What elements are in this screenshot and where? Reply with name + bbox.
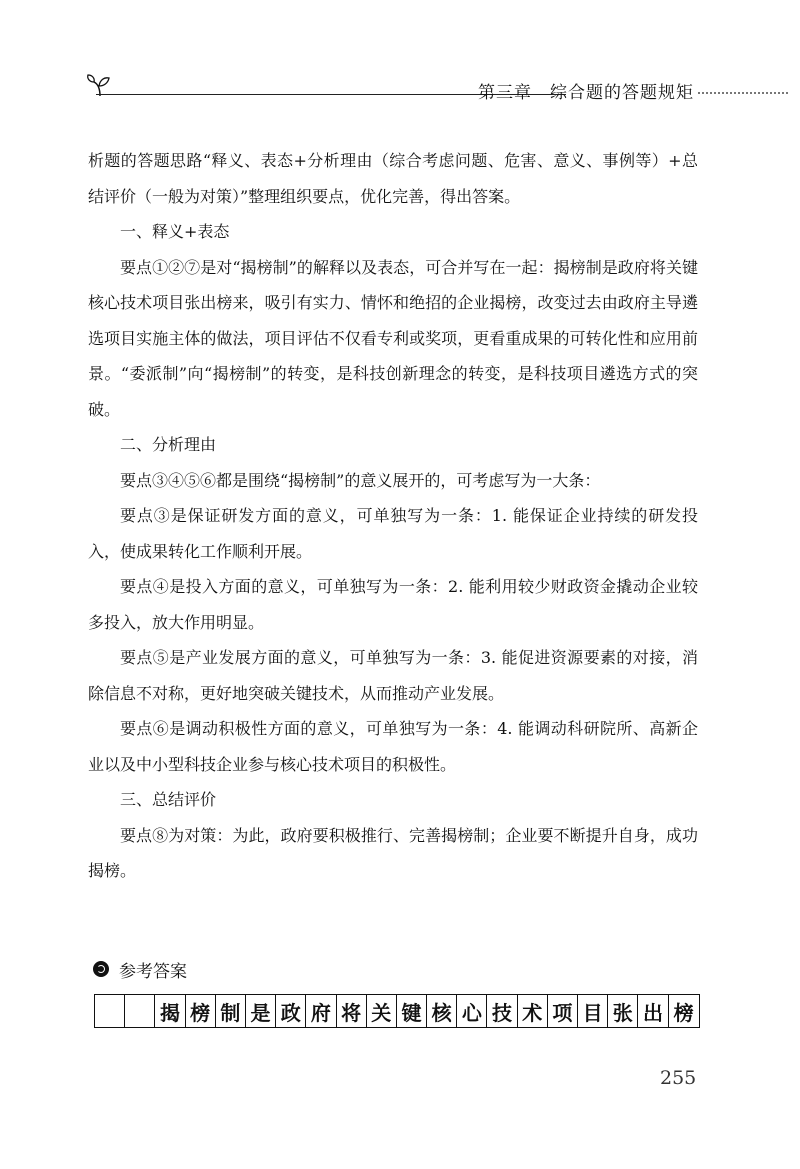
grid-cell: 技 <box>487 995 517 1027</box>
page-number: 255 <box>660 1067 697 1089</box>
paragraph: 要点③是保证研发方面的意义，可单独写为一条：1. 能保证企业持续的研发投入，使成果转化工作顺利开展。 <box>88 506 698 561</box>
grid-cell: 关 <box>367 995 397 1027</box>
paragraph: 要点⑧为对策：为此，政府要积极推行、完善揭榜制；企业要不断提升自身，成功揭榜。 <box>88 825 698 880</box>
grid-cell: 项 <box>548 995 578 1027</box>
grid-cell: 核 <box>427 995 457 1027</box>
paragraph: 要点⑤是产业发展方面的意义，可单独写为一条：3. 能促进资源要素的对接，消除信息不对称，更好地突破关键技术，从而推动产业发展。 <box>88 648 698 703</box>
grid-cell: 榜 <box>186 995 216 1027</box>
header-title <box>478 78 694 103</box>
grid-cell: 术 <box>518 995 548 1027</box>
body-text <box>88 143 698 889</box>
grid-cell: 府 <box>306 995 336 1027</box>
answer-grid <box>94 994 700 1028</box>
reference-answer-heading <box>93 956 187 982</box>
header-tail-rule <box>698 92 788 94</box>
reference-bullet-icon <box>93 961 109 977</box>
grid-cell: 键 <box>397 995 427 1027</box>
grid-cell <box>125 995 155 1027</box>
grid-cell: 榜 <box>673 1000 694 1025</box>
section-heading-2: 二、分析理由 <box>120 435 217 454</box>
running-header <box>86 72 786 102</box>
paragraph: 要点③④⑤⑥都是围绕“揭榜制”的意义展开的，可考虑写为一大条： <box>120 470 601 490</box>
paragraph: 要点⑥是调动积极性方面的意义，可单独写为一条：4. 能调动科研院所、高新企业以及中小型科技企业参与核心技术项目的积极性。 <box>88 719 698 774</box>
grid-cell: 制 <box>216 995 246 1027</box>
grid-cell <box>95 995 125 1027</box>
grid-cell: 张 <box>608 995 638 1027</box>
grid-cell: 政 <box>276 995 306 1027</box>
section-heading-3: 三、总结评价 <box>120 790 217 809</box>
chapter-label: 第三章 <box>478 83 532 103</box>
grid-cell: 目 <box>578 995 608 1027</box>
grid-cell: 出 <box>638 995 668 1027</box>
grid-cell: 揭 <box>155 995 185 1027</box>
grid-cell: 是 <box>246 995 276 1027</box>
paragraph: 要点④是投入方面的意义，可单独写为一条：2. 能利用较少财政资金撬动企业较多投入，放大作用明显。 <box>88 577 698 632</box>
section-heading-1: 一、释义+表态 <box>120 222 230 241</box>
grid-cell: 心 <box>457 995 487 1027</box>
paragraph: 要点①②⑦是对“揭榜制”的解释以及表态，可合并写在一起：揭榜制是政府将关键核心技术项目张出榜来，吸引有实力、情怀和绝招的企业揭榜，改变过去由政府主导遴选项目实施主体的做法，项目评估不仅看专利或奖项，更看重成果的可转化性和应用前景。“委派制”向“揭榜制”的转变，是科技创新理念的转变，是科技项目遴选方式的突破。 <box>88 257 698 419</box>
chapter-title: 综合题的答题规矩 <box>550 83 694 103</box>
grid-cell: 将 <box>337 995 367 1027</box>
reference-answer-title: 参考答案 <box>119 961 187 982</box>
paragraph-intro: 析题的答题思路“释义、表态+分析理由（综合考虑问题、危害、意义、事例等）+总结评价（一般为对策）”整理组织要点，优化完善，得出答案。 <box>88 151 698 206</box>
